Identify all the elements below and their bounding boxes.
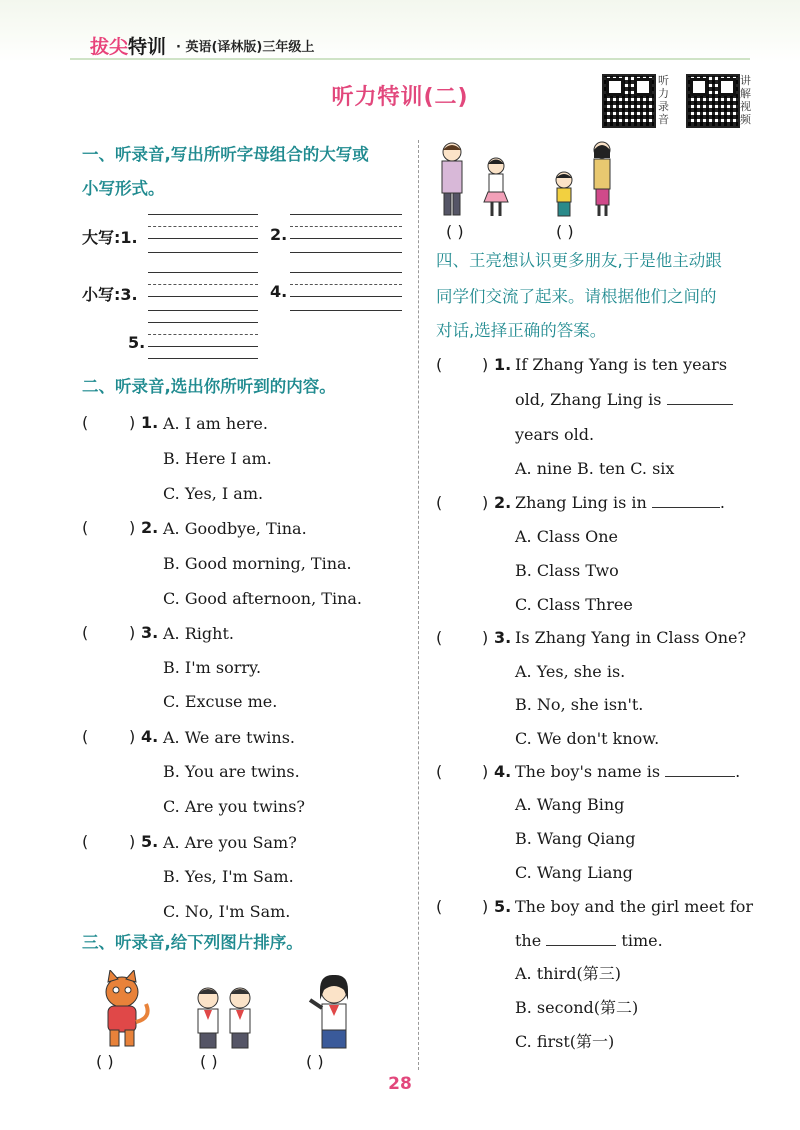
section4-heading-line1: 四、王亮想认识更多朋友,于是他主动跟 [436, 251, 722, 270]
option-b: B. No, she isn't. [515, 695, 644, 714]
answer-blank[interactable] [546, 931, 616, 946]
answer-paren-close: ) [129, 518, 136, 537]
option-a: A. Goodbye, Tina. [163, 519, 307, 538]
question-number: 3. [141, 623, 159, 642]
option-b: B. I'm sorry. [163, 658, 262, 677]
question-stem: Is Zhang Yang in Class One? [515, 628, 747, 647]
option-a: A. Class One [515, 527, 619, 546]
option-b: B. second(第二) [515, 998, 639, 1017]
grid-number-4: 4. [270, 282, 288, 301]
pic-answer-1[interactable]: ( ) [446, 222, 464, 241]
section3-heading: 三、听录音,给下列图片排序。 [82, 933, 303, 952]
option-c: C. Class Three [515, 595, 633, 614]
boy-and-woman-picture [548, 140, 620, 220]
answer-paren-close: ) [482, 897, 489, 916]
answer-paren-open[interactable]: ( [82, 413, 89, 432]
answer-paren-close: ) [129, 623, 136, 642]
answer-paren-close: ) [482, 355, 489, 374]
answer-paren-close: ) [129, 727, 136, 746]
lowercase-label: 小写:3. [82, 285, 138, 304]
page-title: 听力特训(二) [331, 85, 469, 110]
answer-paren-close: ) [129, 413, 136, 432]
option-b: B. Yes, I'm Sam. [163, 867, 294, 886]
option-c: C. Yes, I am. [163, 484, 264, 503]
question-number: 2. [494, 493, 512, 512]
option-c: C. No, I'm Sam. [163, 902, 291, 921]
answer-paren-close: ) [482, 628, 489, 647]
section4-heading-line3: 对话,选择正确的答案。 [436, 321, 607, 340]
option-c: C. Are you twins? [163, 797, 305, 816]
question-stem: The boy's name is . [515, 762, 741, 781]
question-stem: The boy and the girl meet for [515, 897, 754, 916]
uppercase-label: 大写:1. [82, 228, 138, 247]
question-stem-line2: old, Zhang Ling is [515, 390, 733, 410]
s3-answer-1[interactable]: ( ) [96, 1052, 114, 1071]
answer-paren-open[interactable]: ( [82, 727, 89, 746]
answer-paren-open[interactable]: ( [436, 628, 443, 647]
page-number: 28 [388, 1074, 412, 1094]
option-a: A. We are twins. [163, 728, 296, 747]
answer-paren-close: ) [482, 762, 489, 781]
answer-paren-open[interactable]: ( [436, 355, 443, 374]
options: A. nine B. ten C. six [515, 459, 675, 478]
answer-blank[interactable] [667, 390, 733, 405]
cat-picture [94, 970, 156, 1050]
answer-blank[interactable] [665, 762, 735, 777]
question-number: 5. [141, 832, 159, 851]
girl-picture [304, 972, 362, 1050]
option-c: C. Wang Liang [515, 863, 633, 882]
option-b: B. Wang Qiang [515, 829, 636, 848]
option-a: A. I am here. [163, 414, 268, 433]
question-stem-line3: years old. [515, 425, 595, 444]
question-number: 4. [141, 727, 159, 746]
brand-logo: 拔尖特训 [90, 36, 167, 58]
section1-heading-line2: 小写形式。 [82, 179, 165, 198]
answer-paren-open[interactable]: ( [82, 623, 89, 642]
s3-answer-3[interactable]: ( ) [306, 1052, 324, 1071]
qr-code-video[interactable] [686, 74, 740, 128]
header-divider [70, 58, 750, 60]
option-b: B. Here I am. [163, 449, 272, 468]
option-a: A. Are you Sam? [163, 833, 297, 852]
question-number: 3. [494, 628, 512, 647]
answer-blank[interactable] [652, 493, 720, 508]
answer-paren-close: ) [482, 493, 489, 512]
question-number: 4. [494, 762, 512, 781]
option-a: A. Wang Bing [515, 795, 625, 814]
book-subtitle: · 英语(译林版)三年级上 [176, 40, 315, 55]
question-number: 5. [494, 897, 512, 916]
section2-heading: 二、听录音,选出你所听到的内容。 [82, 377, 336, 396]
option-a: A. Right. [163, 624, 234, 643]
answer-paren-close: ) [129, 832, 136, 851]
grid-number-2: 2. [270, 225, 288, 244]
option-c: C. Good afternoon, Tina. [163, 589, 362, 608]
question-stem: Zhang Ling is in . [515, 493, 725, 512]
answer-paren-open[interactable]: ( [436, 897, 443, 916]
option-b: B. Class Two [515, 561, 619, 580]
teacher-and-girl-picture [432, 140, 522, 220]
question-number: 2. [141, 518, 159, 537]
answer-paren-open[interactable]: ( [436, 493, 443, 512]
option-b: B. Good morning, Tina. [163, 554, 352, 573]
question-stem: If Zhang Yang is ten years [515, 355, 728, 374]
question-number: 1. [494, 355, 512, 374]
option-c: C. first(第一) [515, 1032, 615, 1051]
answer-paren-open[interactable]: ( [82, 518, 89, 537]
qr-code-audio[interactable] [602, 74, 656, 128]
question-stem-line2: the time. [515, 931, 663, 950]
answer-paren-open[interactable]: ( [436, 762, 443, 781]
option-c: C. Excuse me. [163, 692, 278, 711]
twins-picture [186, 984, 264, 1050]
qr-label-audio: 听力录音 [658, 74, 669, 126]
option-c: C. We don't know. [515, 729, 660, 748]
qr-label-video: 讲解视频 [740, 74, 751, 126]
option-b: B. You are twins. [163, 762, 300, 781]
section1-heading-line1: 一、听录音,写出所听字母组合的大写或 [82, 145, 369, 164]
option-a: A. third(第三) [515, 964, 621, 983]
s3-answer-2[interactable]: ( ) [200, 1052, 218, 1071]
option-a: A. Yes, she is. [515, 662, 626, 681]
section4-heading-line2: 同学们交流了起来。请根据他们之间的 [436, 287, 717, 306]
column-divider [418, 140, 419, 1070]
grid-number-5: 5. [128, 333, 146, 352]
pic-answer-2[interactable]: ( ) [556, 222, 574, 241]
question-number: 1. [141, 413, 159, 432]
answer-paren-open[interactable]: ( [82, 832, 89, 851]
